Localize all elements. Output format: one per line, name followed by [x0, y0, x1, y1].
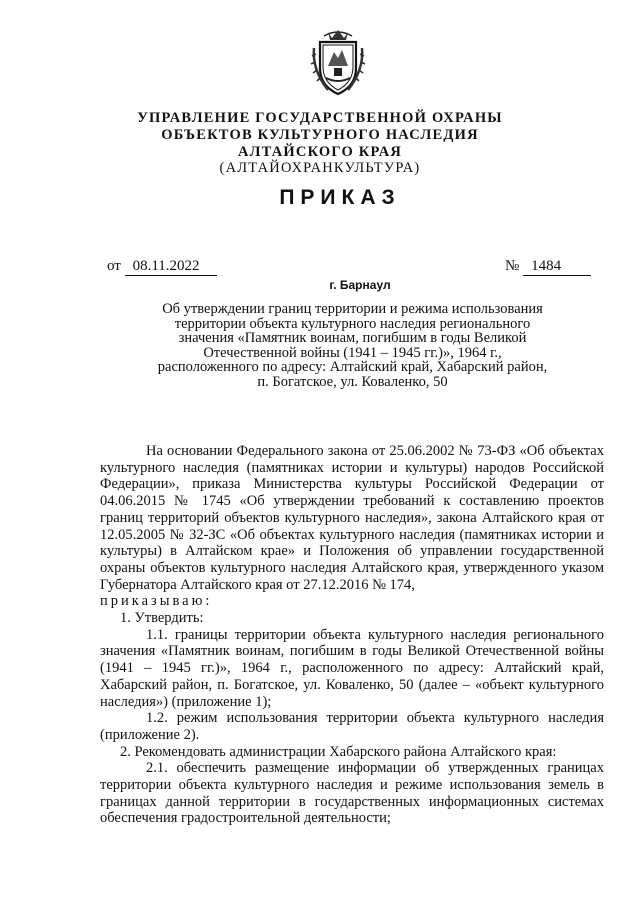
org-name-line-2: ОБЪЕКТОВ КУЛЬТУРНОГО НАСЛЕДИЯ [161, 127, 479, 143]
preamble-paragraph: На основании Федерального закона от 25.06.2002 № 73-ФЗ «Об объектах культурного наследия (памятниках истории и культуры) народов Российской Федерации», приказа Министерства культуры Российской Федерации от 04.06.2015 № 1745 «Об утверждении требований к составлению проектов границ территорий объектов культурного наследия», закона Алтайского края от 12.05.2005 № 32-ЗС «Об объектах культурного наследия (памятниках истории и культуры) в Алтайском крае» и Положения об управлении государственной охраны объектов культурного наследия Алтайского края, утвержденного указом Губернатора Алтайского края от 27.12.2016 № 174, [100, 443, 604, 593]
city: г. Барнаул [329, 278, 391, 292]
coat-of-arms-emblem [310, 28, 366, 98]
document-title: ПРИКАЗ [279, 186, 401, 209]
org-short-name: (АЛТАЙОХРАНКУЛЬТУРА) [219, 160, 421, 176]
date-value: 08.11.2022 [125, 258, 217, 276]
number-field [505, 258, 591, 276]
document-body [100, 443, 604, 827]
clause-2-1: 2.1. обеспечить размещение информации об утвержденных границах территории объекта культурного наследия и режиме использования земель в границах данной территории в государственных информационных системах обеспечения градостроительной деятельности; [100, 760, 604, 827]
org-name-line-3: АЛТАЙСКОГО КРАЯ [237, 144, 403, 160]
subject-line: расположенного по адресу: Алтайский край, Хабарский район, [157, 359, 548, 375]
order-word: приказываю: [100, 593, 213, 610]
clause-1: 1. Утвердить: [120, 610, 204, 627]
number-value: 1484 [523, 258, 591, 276]
clause-1-1: 1.1. границы территории объекта культурного наследия регионального значения «Памятник воинам, погибшим в годы Великой Отечественной войны (1941 – 1945 гг.)», 1964 г., расположенного по адресу: Алтайский край, Хабарский район, п. Богатское, ул. Коваленко, 50 (далее – «объект культурного наследия») (приложение 1); [100, 626, 604, 710]
subject-line: п. Богатское, ул. Коваленко, 50 [257, 373, 448, 390]
org-name-line-1: УПРАВЛЕНИЕ ГОСУДАРСТВЕННОЙ ОХРАНЫ [137, 110, 503, 126]
subject-line: значения «Памятник воинам, погибшим в годы Великой [178, 330, 527, 346]
subject-line: территории объекта культурного наследия регионального [174, 315, 531, 332]
number-prefix: № [505, 258, 520, 274]
date-field [107, 258, 217, 276]
subject-line: Отечественной войны (1941 – 1945 гг.)», 1964 г., [203, 344, 502, 361]
date-prefix: от [107, 258, 121, 274]
clause-1-2: 1.2. режим использования территории объекта культурного наследия (приложение 2). [100, 710, 604, 743]
subject-line: Об утверждении границ территории и режима использования [162, 301, 543, 317]
document-subject [100, 302, 605, 389]
clause-2: 2. Рекомендовать администрации Хабарского района Алтайского края: [120, 743, 557, 760]
